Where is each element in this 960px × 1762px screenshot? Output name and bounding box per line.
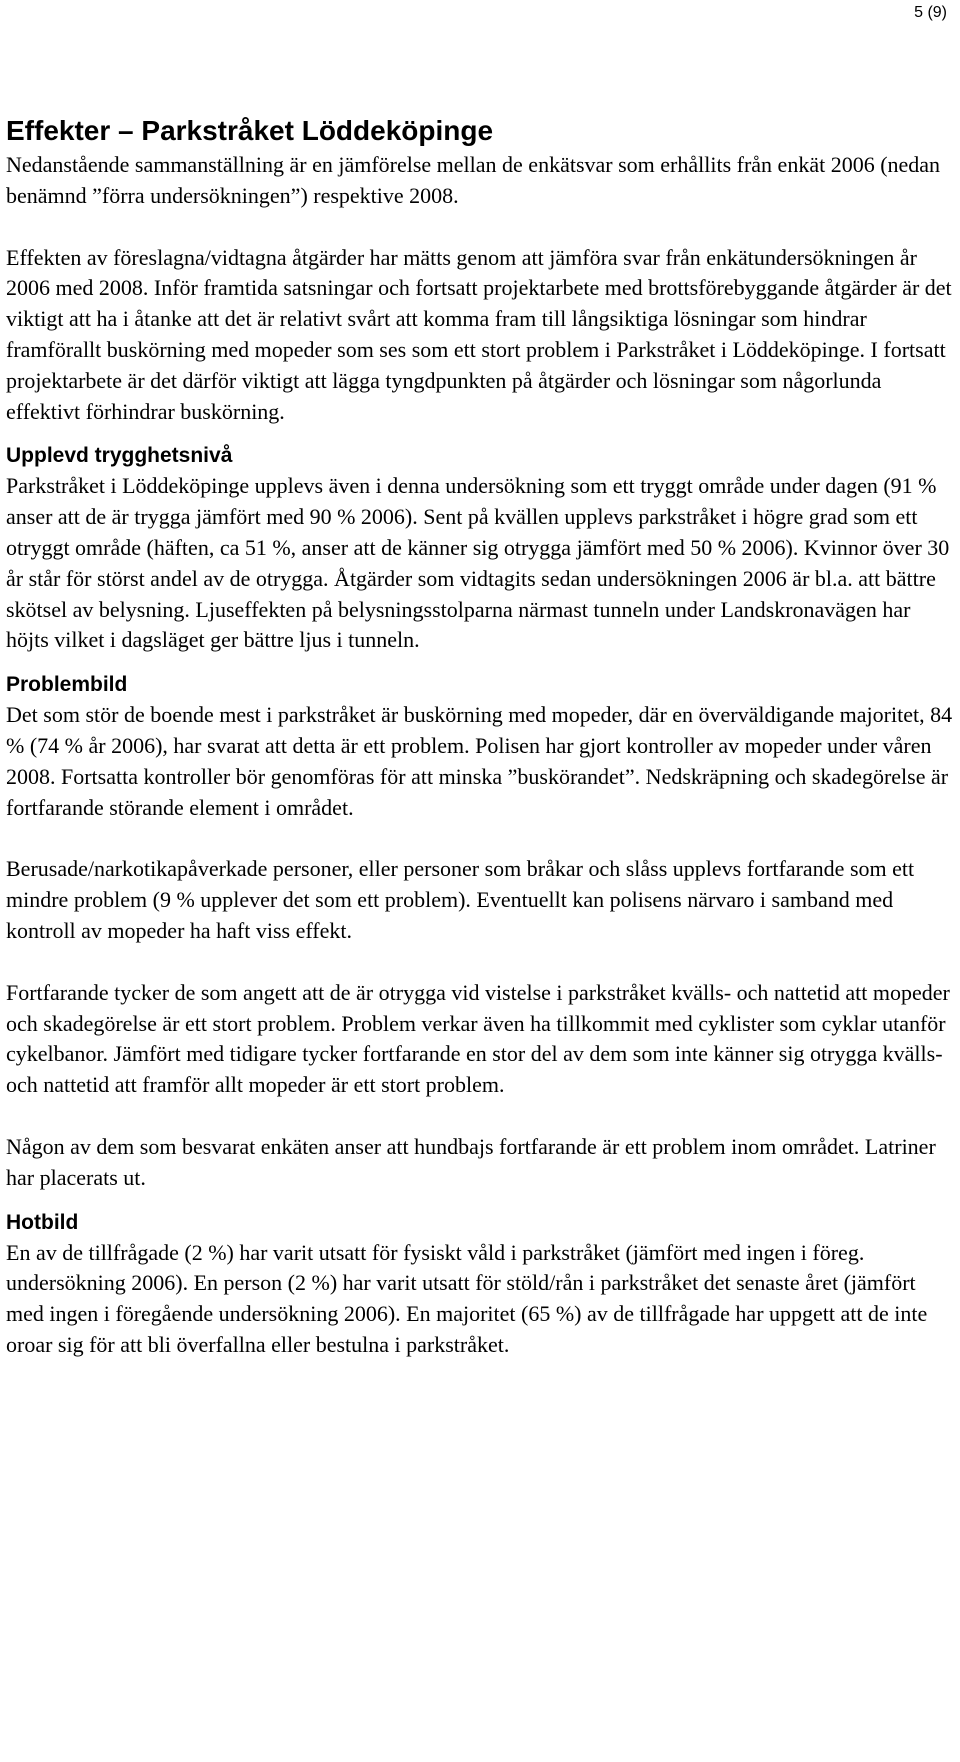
intro-paragraph-1: Nedanstående sammanställning är en jämförelse mellan de enkätsvar som erhållits från enkät 2006 (nedan benämnd ”förra undersökningen”) respektive 2008. xyxy=(6,152,941,208)
paragraph-gap xyxy=(6,823,954,854)
problembild-paragraph-4: Någon av dem som besvarat enkäten anser att hundbajs fortfarande är ett problem inom området. Latriner har placerats ut. xyxy=(6,1133,936,1190)
paragraph-gap xyxy=(6,212,954,243)
problembild-paragraph-3: Fortfarande tycker de som angett att de är otrygga vid vistelse i parkstråket kvälls- och nattetid att mopeder och skadegörelse är ett stort problem. Problem verkar även ha tillkommit med cyklister som cyklar utanför cykelbanor. Jämfört med tidigare tycker fortfarande en stor del av dem som inte känner sig otrygga kvälls- och nattetid att framför allt mopeder är ett stort problem. xyxy=(6,979,950,1098)
section-gap xyxy=(6,1194,954,1208)
trygghet-paragraph-1: Parkstråket i Löddeköpinge upplevs även i denna undersökning som ett tryggt område under dagen (91 % anser att de är trygga jämfört med 90 % 2006). Sent på kvällen upplevs parkstråket i högre grad som ett otryggt område (häften, ca 51 %, anser att de känner sig otrygga jämfört med 50 % 2006). Kvinnor över 30 år står för störst andel av de otrygga. Åtgärder som vidtagits sedan undersökningen 2006 är bl.a. att bättre skötsel av belysning. Ljuseffekten på belysningsstolparna närmast tunneln under Landskronavägen har höjts vilket i dagsläget ger bättre ljus i tunneln. xyxy=(6,473,950,653)
page-number: 5 (9) xyxy=(914,4,947,21)
intro-paragraph-2: Effekten av föreslagna/vidtagna åtgärder har mätts genom att jämföra svar från enkätundersökningen år 2006 med 2008. Inför framtida satsningar och fortsatt projektarbete med brottsförebyggande åtgärder är det viktigt att ha i åtanke att det är relativt svårt att komma fram till långsiktiga lösningar som hindrar framförallt buskörning med mopeder som ses som ett stort problem i Parkstråket i Löddeköpinge. I fortsatt projektarbete är det därför viktigt att lägga tyngdpunkten på åtgärder och lösningar som någorlunda effektivt förhindrar buskörning. xyxy=(6,244,952,424)
section-gap xyxy=(6,656,954,670)
problembild-paragraph-2: Berusade/narkotikapåverkade personer, eller personer som bråkar och slåss upplevs fortfarande som ett mindre problem (9 % upplever det som ett problem). Eventuellt kan polisens närvaro i samband med kontroll av mopeder ha haft viss effekt. xyxy=(6,856,915,943)
heading-problembild: Problembild xyxy=(6,673,128,697)
problembild-paragraph-1: Det som stör de boende mest i parkstråket är buskörning med mopeder, där en överväldigande majoritet, 84 % (74 % år 2006), har svarat att detta är ett problem. Polisen har gjort kontroller av mopeder under våren 2008. Fortsatta kontroller bör genomföras för att minska ”buskörandet”. Nedskräpning och skadegörelse är fortfarande störande element i området. xyxy=(6,702,953,820)
section-gap xyxy=(6,427,954,441)
page-title: Effekter – Parkstråket Löddeköpinge xyxy=(6,115,494,146)
heading-hotbild: Hotbild xyxy=(6,1210,79,1234)
paragraph-gap xyxy=(6,1101,954,1132)
heading-trygghet: Upplevd trygghetsnivå xyxy=(6,444,233,468)
hotbild-paragraph-1: En av de tillfrågade (2 %) har varit utsatt för fysiskt våld i parkstråket (jämfört med ingen i föreg. undersökning 2006). En person (2 %) har varit utsatt för stöld/rån i parkstråket det senaste året (jämfört med ingen i föregående undersökning 2006). En majoritet (65 %) av de tillfrågade har uppgett att de inte oroar sig för att bli överfallna eller bestulna i parkstråket. xyxy=(6,1239,928,1357)
document-body xyxy=(6,114,954,1361)
paragraph-gap xyxy=(6,947,954,978)
